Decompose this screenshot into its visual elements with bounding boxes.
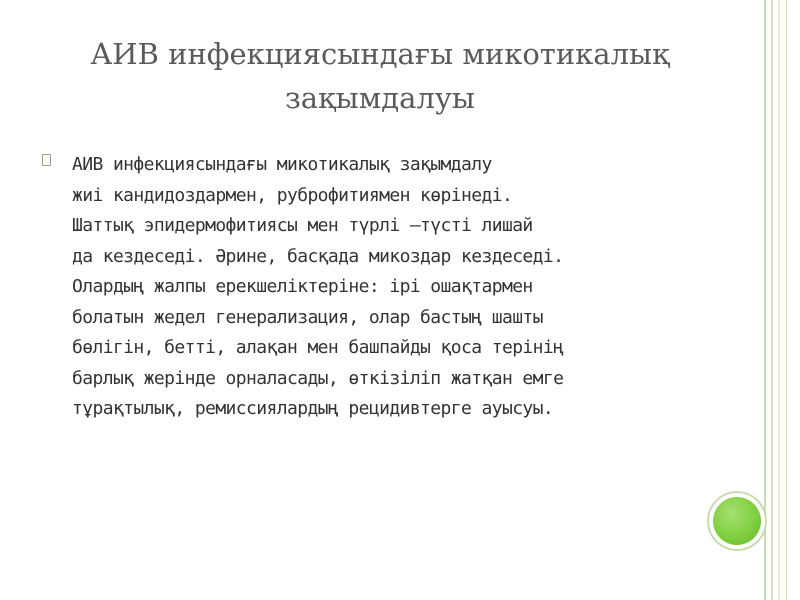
decorative-line — [764, 0, 766, 600]
green-circle-icon — [713, 497, 761, 545]
decorative-line — [778, 0, 780, 600]
slide-body — [40, 150, 700, 425]
slide-title-text: АИВ инфекциясындағы микотикалық зақымдалуы — [90, 37, 670, 115]
bullet-text: АИВ инфекциясындағы микотикалық зақымдалу жиі кандидоздармен, руброфитиямен көрінеді. Шаттық эпидермофитиясы мен түрлі –түсті лишай да кездеседі. Әрине, басқада микоздар кездеседі. Олардың жалпы ерекшеліктеріне: ірі ошақтармен болатын жедел генерализация, олар бастың шашты бөлігін, бетті, алақан мен башпайды қоса терінің барлық жерінде орналасады, өткізіліп жатқан емге тұрақтылық, ремиссиялардың рецидивтерге ауысуы. — [72, 154, 564, 419]
decorative-line — [786, 0, 787, 600]
slide-title — [30, 32, 730, 120]
bullet-item — [40, 150, 700, 425]
square-bullet-icon — [42, 154, 51, 166]
decorative-line — [771, 0, 773, 600]
